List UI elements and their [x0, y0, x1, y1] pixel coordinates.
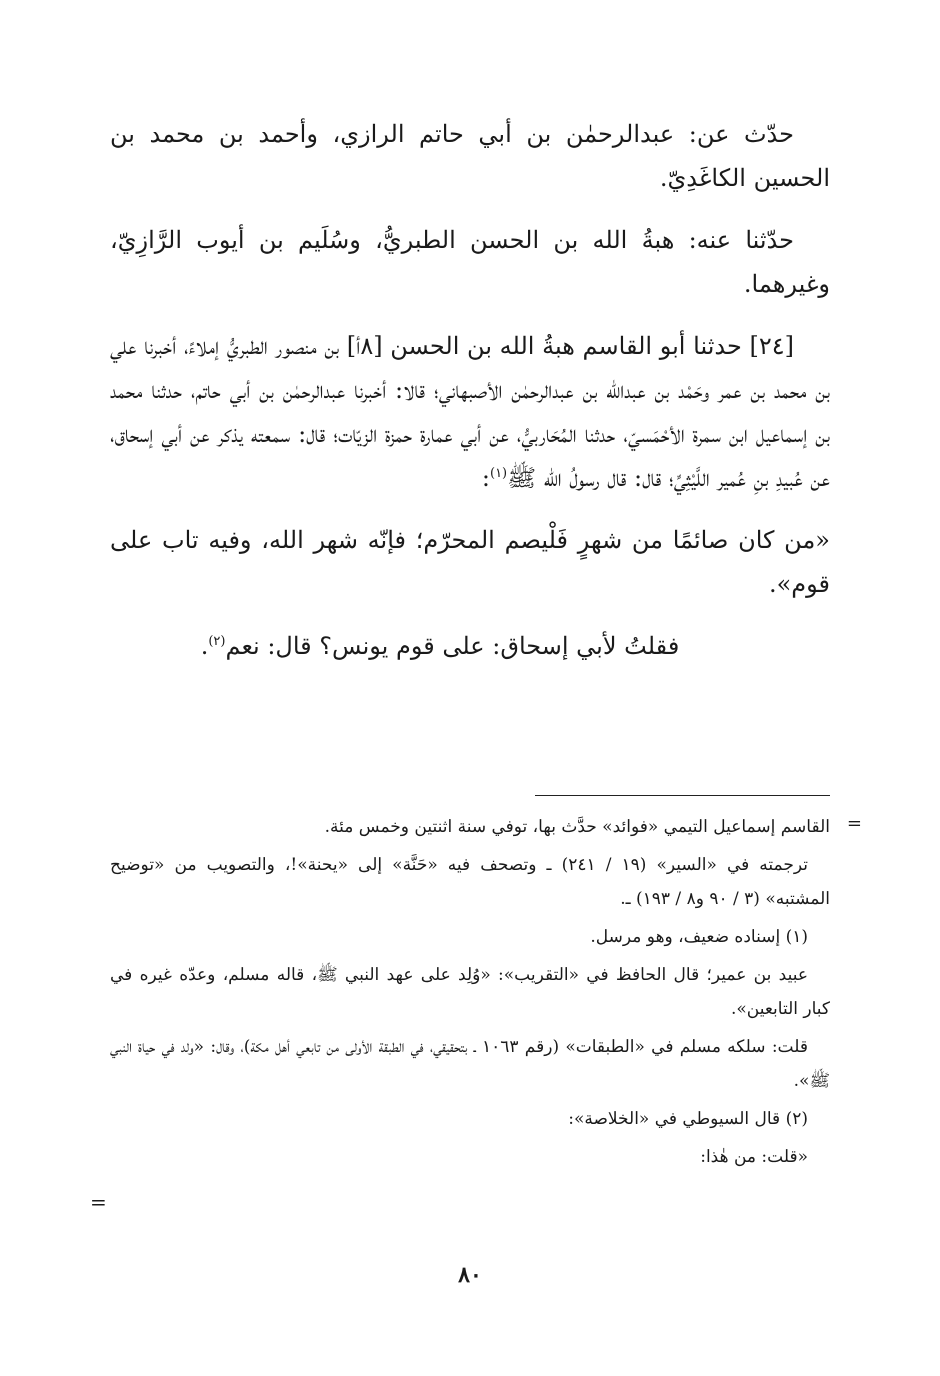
hadith-isnad-paragraph [110, 324, 830, 500]
footnote-divider [535, 795, 830, 796]
main-text [110, 112, 830, 686]
closing-end: . [200, 632, 209, 660]
footnote-2: (٢) قال السيوطي في «الخلاصة»: [568, 1109, 808, 1129]
closing-text: فقلتُ لأبي إسحاق: على قوم يونس؟ قال: نعم [225, 632, 680, 660]
footnote-ref-1: (١) [489, 466, 508, 481]
paragraph-1: حدّث عن: عبدالرحمٰن بن أبي حاتم الرازي، وأحمد بن محمد بن الحسين الكاغَدِيّ. [110, 120, 830, 192]
footnote-line-2: ترجمته في «السير» (١٩ / ٢٤١) ـ وتصحف فيه «حَنَّة» إلى «يحنة»!، والتصويب من «توضيح المشتبه» (٣ / ٩٠ و٨ / ١٩٣) ـ. [110, 855, 830, 909]
paragraph-2: حدّثنا عنه: هبةُ الله بن الحسن الطبريُّ، وسُلَيم بن أيوب الرَّازِيّ، وغيرهما. [110, 226, 830, 298]
footnote-line-7: «قلت: من هٰذا: [700, 1147, 808, 1167]
isnad-text: [٢٤] حدثنا أبو القاسم هبةُ الله بن الحسن [٨أ] بن منصور الطبريُّ إملاءً، أخبرنا علي بن محمد بن عمر وحَمْد بن عبدالله بن عبدالرحمٰن الأصبهاني؛ قالا: أخبرنا عبدالرحمٰن بن أبي حاتم، حدثنا محمد بن إسماعيل ابن سمرة الأحْمَسيّ، حدثنا المُحَاربيُّ، عن أبي عمارة حمزة الزيّات؛ قال: سمعته يذكر عن أبي إسحاق، عن عُبيدِ بنِ عُمير اللَّيْثِيِّ؛ قال: قال رسولُ الله ﷺ [110, 332, 830, 492]
page-number: ٨٠ [458, 1262, 482, 1288]
footnotes [110, 810, 830, 1178]
footnote-line-4: عبيد بن عمير؛ قال الحافظ في «التقريب»: «وُلِد على عهد النبي ﷺ، قاله مسلم، وعدّه غيره في كبار التابعين». [110, 965, 830, 1019]
continuation-mark-top: = [846, 813, 862, 834]
footnote-ref-2: (٢) [208, 634, 226, 649]
footnote-continued: القاسم إسماعيل التيمي «فوائد» حدَّث بها، توفي سنة اثنتين وخمس مئة. [324, 817, 830, 837]
hadith-matn: «من كان صائمًا من شهرٍ فَلْيصم المحرّم؛ فإنّه شهر الله، وفيه تاب على قوم». [110, 526, 830, 598]
footnote-1: (١) إسناده ضعيف، وهو مرسل. [590, 927, 808, 947]
isnad-end: : [481, 464, 490, 492]
closing-question [110, 624, 830, 668]
continuation-mark-bottom: = [90, 1190, 107, 1214]
footnote-line-5: قلت: سلكه مسلم في «الطبقات» (رقم ١٠٦٣ ـ بتحقيقي، في الطبقة الأولى من تابعي أهل مكة)، وقال: «ولد في حياة النبي ﷺ». [110, 1037, 830, 1091]
